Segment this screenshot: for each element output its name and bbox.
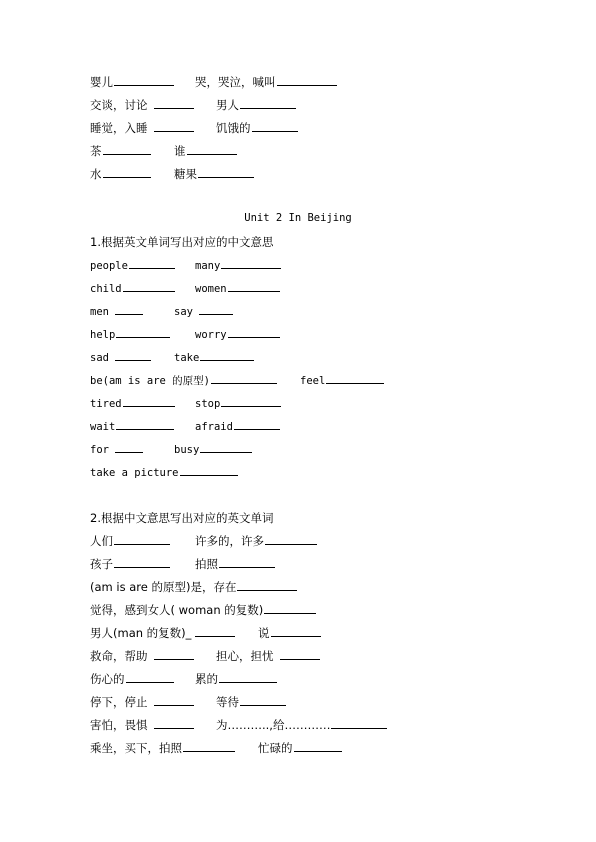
vocab-label: stop bbox=[195, 398, 221, 410]
vocab-label: (am is are 的原型)是，存在 bbox=[90, 580, 237, 594]
vocab-label: wait bbox=[90, 421, 116, 433]
vocab-label: 累的 bbox=[195, 672, 218, 686]
answer-blank[interactable] bbox=[240, 693, 286, 706]
vocab-label: be(am is are 的原型) bbox=[90, 375, 211, 387]
vocab-item bbox=[195, 417, 280, 435]
vocab-item bbox=[216, 119, 298, 137]
answer-blank[interactable] bbox=[180, 463, 238, 476]
answer-blank[interactable] bbox=[154, 693, 194, 706]
vocab-label: tired bbox=[90, 398, 122, 410]
vocab-label: 饥饿的 bbox=[216, 121, 251, 135]
vocab-item bbox=[90, 601, 316, 619]
vocab-label: 糖果 bbox=[174, 167, 197, 181]
answer-blank[interactable] bbox=[219, 670, 277, 683]
answer-blank[interactable] bbox=[154, 716, 194, 729]
vocab-item bbox=[90, 165, 151, 183]
answer-blank[interactable] bbox=[240, 96, 296, 109]
vocab-label: 睡觉，入睡 bbox=[90, 121, 148, 135]
vocab-label: sad bbox=[90, 352, 109, 364]
vocab-item bbox=[195, 325, 280, 343]
vocab-item bbox=[174, 142, 237, 160]
vocab-item bbox=[174, 165, 254, 183]
vocab-item bbox=[195, 532, 317, 550]
vocab-item bbox=[195, 670, 277, 688]
vocab-item bbox=[90, 73, 174, 91]
answer-blank[interactable] bbox=[187, 142, 237, 155]
vocab-label: women bbox=[195, 283, 227, 295]
vocab-label: 茶 bbox=[90, 144, 102, 158]
vocab-item bbox=[195, 394, 281, 412]
answer-blank[interactable] bbox=[114, 555, 170, 568]
answer-blank[interactable] bbox=[115, 302, 143, 315]
vocab-item bbox=[90, 670, 174, 688]
answer-blank[interactable] bbox=[199, 302, 233, 315]
vocab-item bbox=[90, 739, 235, 757]
answer-blank[interactable] bbox=[103, 165, 151, 178]
answer-blank[interactable] bbox=[116, 417, 174, 430]
vocab-label: 为………..,给………… bbox=[216, 718, 331, 732]
vocab-label: 人们 bbox=[90, 534, 113, 548]
answer-blank[interactable] bbox=[195, 624, 235, 637]
vocab-label: for bbox=[90, 444, 109, 456]
vocab-label: 等待 bbox=[216, 695, 239, 709]
vocab-label: busy bbox=[174, 444, 200, 456]
answer-blank[interactable] bbox=[126, 670, 174, 683]
answer-blank[interactable] bbox=[234, 417, 280, 430]
answer-blank[interactable] bbox=[265, 532, 317, 545]
vocab-item bbox=[195, 256, 281, 274]
vocab-item bbox=[90, 578, 297, 596]
vocab-label: child bbox=[90, 283, 122, 295]
vocab-item bbox=[90, 348, 151, 366]
answer-blank[interactable] bbox=[228, 325, 280, 338]
vocab-label: 害怕，畏惧 bbox=[90, 718, 148, 732]
answer-blank[interactable] bbox=[280, 647, 320, 660]
answer-blank[interactable] bbox=[200, 348, 254, 361]
vocab-item bbox=[90, 142, 151, 160]
answer-blank[interactable] bbox=[183, 739, 235, 752]
vocab-label: take a picture bbox=[90, 467, 179, 479]
vocab-item bbox=[90, 440, 143, 458]
vocab-label: 男人 bbox=[216, 98, 239, 112]
vocab-item bbox=[90, 394, 175, 412]
vocab-label: help bbox=[90, 329, 116, 341]
vocab-item bbox=[90, 624, 235, 642]
vocab-label: people bbox=[90, 260, 128, 272]
vocab-item bbox=[90, 417, 174, 435]
vocab-item bbox=[195, 279, 280, 297]
vocab-item bbox=[174, 440, 252, 458]
answer-blank[interactable] bbox=[129, 256, 175, 269]
answer-blank[interactable] bbox=[294, 739, 342, 752]
vocab-label: take bbox=[174, 352, 200, 364]
vocab-item bbox=[174, 302, 233, 320]
answer-blank[interactable] bbox=[331, 716, 387, 729]
answer-blank[interactable] bbox=[116, 325, 170, 338]
answer-blank[interactable] bbox=[198, 165, 254, 178]
vocab-item bbox=[90, 325, 170, 343]
vocab-label: 拍照 bbox=[195, 557, 218, 571]
vocab-item bbox=[90, 256, 175, 274]
vocab-label: 谁 bbox=[174, 144, 186, 158]
vocab-item bbox=[90, 463, 238, 481]
section-heading: 1.根据英文单词写出对应的中文意思 bbox=[90, 235, 274, 249]
vocab-item bbox=[90, 119, 194, 137]
answer-blank[interactable] bbox=[221, 394, 281, 407]
vocab-label: many bbox=[195, 260, 221, 272]
answer-blank[interactable] bbox=[123, 279, 175, 292]
vocab-label: 男人(man 的复数)_ bbox=[90, 626, 192, 640]
vocab-label: 说 bbox=[258, 626, 270, 640]
vocab-item bbox=[90, 716, 194, 734]
answer-blank[interactable] bbox=[115, 348, 151, 361]
answer-blank[interactable] bbox=[154, 119, 194, 132]
vocab-label: 担心，担忧 bbox=[216, 649, 274, 663]
vocab-item bbox=[90, 532, 170, 550]
answer-blank[interactable] bbox=[123, 394, 175, 407]
vocab-label: 婴儿 bbox=[90, 75, 113, 89]
answer-blank[interactable] bbox=[114, 532, 170, 545]
answer-blank[interactable] bbox=[211, 371, 277, 384]
answer-blank[interactable] bbox=[326, 371, 384, 384]
answer-blank[interactable] bbox=[271, 624, 321, 637]
unit-title: Unit 2 In Beijing bbox=[244, 212, 352, 224]
vocab-item bbox=[258, 739, 342, 757]
vocab-label: 许多的，许多 bbox=[195, 534, 264, 548]
vocab-item bbox=[90, 302, 143, 320]
answer-blank[interactable] bbox=[228, 279, 280, 292]
vocab-item bbox=[90, 371, 277, 389]
answer-blank[interactable] bbox=[103, 142, 151, 155]
vocab-item bbox=[216, 716, 387, 734]
answer-blank[interactable] bbox=[264, 601, 316, 614]
vocab-label: 乘坐，买下，拍照 bbox=[90, 741, 182, 755]
vocab-item bbox=[90, 693, 194, 711]
vocab-item bbox=[258, 624, 321, 642]
answer-blank[interactable] bbox=[200, 440, 252, 453]
vocab-item bbox=[90, 96, 194, 114]
vocab-label: feel bbox=[300, 375, 326, 387]
vocab-label: say bbox=[174, 306, 193, 318]
vocab-label: 觉得，感到女人( woman 的复数) bbox=[90, 603, 264, 617]
section-heading: 2.根据中文意思写出对应的英文单词 bbox=[90, 511, 274, 525]
vocab-item bbox=[174, 348, 254, 366]
answer-blank[interactable] bbox=[221, 256, 281, 269]
vocab-item bbox=[195, 555, 275, 573]
vocab-item bbox=[195, 73, 337, 91]
answer-blank[interactable] bbox=[219, 555, 275, 568]
vocab-label: 忙碌的 bbox=[258, 741, 293, 755]
answer-blank[interactable] bbox=[252, 119, 298, 132]
vocab-item bbox=[216, 647, 320, 665]
vocab-item bbox=[216, 693, 286, 711]
vocab-item bbox=[300, 371, 384, 389]
vocab-label: afraid bbox=[195, 421, 233, 433]
vocab-label: men bbox=[90, 306, 109, 318]
answer-blank[interactable] bbox=[115, 440, 143, 453]
answer-blank[interactable] bbox=[237, 578, 297, 591]
vocab-label: worry bbox=[195, 329, 227, 341]
vocab-label: 交谈，讨论 bbox=[90, 98, 148, 112]
vocab-item bbox=[90, 279, 175, 297]
answer-blank[interactable] bbox=[114, 73, 174, 86]
vocab-item bbox=[90, 555, 170, 573]
vocab-label: 伤心的 bbox=[90, 672, 125, 686]
answer-blank[interactable] bbox=[154, 647, 194, 660]
answer-blank[interactable] bbox=[277, 73, 337, 86]
vocab-label: 哭，哭泣，喊叫 bbox=[195, 75, 276, 89]
vocab-item bbox=[90, 647, 194, 665]
vocab-item bbox=[216, 96, 296, 114]
vocab-label: 停下，停止 bbox=[90, 695, 148, 709]
vocab-label: 孩子 bbox=[90, 557, 113, 571]
answer-blank[interactable] bbox=[154, 96, 194, 109]
vocab-label: 救命，帮助 bbox=[90, 649, 148, 663]
vocab-label: 水 bbox=[90, 167, 102, 181]
